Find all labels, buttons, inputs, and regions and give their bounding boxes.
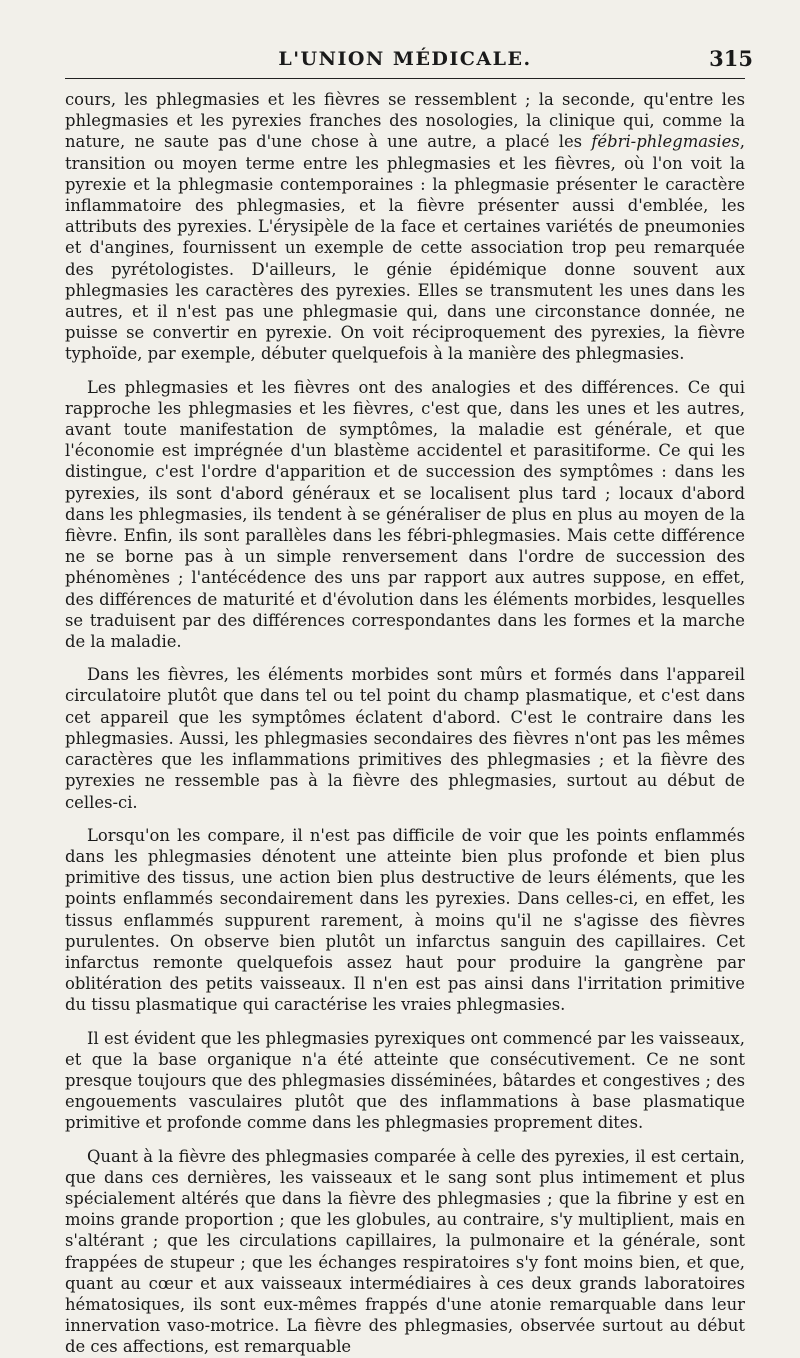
page-number: 315 — [709, 46, 753, 71]
emphasis-term: fébri-phlegmasies — [591, 132, 740, 152]
paragraph-2: Les phlegmasies et les fièvres ont des analogies et des différences. Ce qui rapproche les phlegmasies et les fièvres, c'est que, dans les unes et les autres, avant toute manifestation de symptômes, la maladie est générale, et que l'économie est imprégnée d'un blastème accidentel et parasitiforme. Ce qui les distingue, c'est l'ordre d'apparition et de succession des symptômes : dans les pyrexies, ils sont d'abord généraux et se localisent plus tard ; locaux d'abord dans les phlegmasies, ils tendent à se généraliser de plus en plus au moyen de la fièvre. Enfin, ils sont parallèles dans les fébri-phlegmasies. Mais cette différence ne se borne pas à un simple renversement dans l'ordre de succession des phénomènes ; l'antécédence des uns par rapport aux autres suppose, en effet, des différences de maturité et d'évolution dans les éléments morbides, lesquelles se traduisent par des différences correspondantes dans les formes et la marche de la maladie. — [65, 377, 745, 652]
paragraph-1-part-b: , transition ou moyen terme entre les phlegmasies et les fièvres, où l'on voit la pyrexie et la phlegmasie contemporaines : la phlegmasie présenter le caractère inflammatoire des phlegmasies, et la fièvre présenter aussi d'emblée, les attributs des pyrexies. L'érysipèle de la face et certaines variétés de pneumonies et d'angines, fournissent un exemple de cette association trop peu remarquée des pyrétologistes. D'ailleurs, le génie épidémique donne souvent aux phlegmasies les caractères des pyrexies. Elles se transmutent les unes dans les autres, et il n'est pas une phlegmasie qui, dans une circonstance donnée, ne puisse se convertir en pyrexie. On voit réciproquement des pyrexies, la fièvre typhoïde, par exemple, débuter quelquefois à la manière des phlegmasies. — [65, 132, 745, 364]
running-head — [65, 44, 753, 74]
paragraph-1-part-a: cours, les phlegmasies et les fièvres se ressemblent ; la seconde, qu'entre les phlegmasies et les pyrexies franches des nosologies, la clinique qui, comme la nature, ne saute pas d'une chose à une autre, a placé les — [65, 90, 745, 152]
body-text — [65, 89, 745, 1358]
paragraph-1 — [65, 89, 745, 365]
paragraph-3: Dans les fièvres, les éléments morbides sont mûrs et formés dans l'appareil circulatoire plutôt que dans tel ou tel point du champ plasmatique, et c'est dans cet appareil que les symptômes éclatent d'abord. C'est le contraire dans les phlegmasies. Aussi, les phlegmasies secondaires des fièvres n'ont pas les mêmes caractères que les inflammations primitives des phlegmasies ; et la fièvre des pyrexies ne ressemble pas à la fièvre des phlegmasies, surtout au début de celles-ci. — [65, 665, 745, 812]
paragraph-6: Quant à la fièvre des phlegmasies comparée à celle des pyrexies, il est certain, que dans ces dernières, les vaisseaux et le sang sont plus intimement et plus spécialement altérés que dans la fièvre des phlegmasies ; que la fibrine y est en moins grande proportion ; que les globules, au contraire, s'y multiplient, mais en s'altérant ; que les circulations capillaires, la pulmonaire et la générale, sont frappées de stupeur ; que les échanges respiratoires s'y font moins bien, et que, quant au cœur et aux vaisseaux intermédiaires à ces deux grands laboratoires hématosiques, ils sont eux-mêmes frappés d'une atonie remarquable dans leur innervation vaso-motrice. La fièvre des phlegmasies, observée surtout au début de ces affections, est remarquable — [65, 1146, 745, 1357]
header-rule — [65, 78, 745, 79]
paragraph-5: Il est évident que les phlegmasies pyrexiques ont commencé par les vaisseaux, et que la base organique n'a été atteinte que consécutivement. Ce ne sont presque toujours que des phlegmasies disséminées, bâtardes et congestives ; des engouements vasculaires plutôt que des inflammations à base plasmatique primitive et profonde comme dans les phlegmasies proprement dites. — [65, 1028, 745, 1133]
paragraph-4: Lorsqu'on les compare, il n'est pas difficile de voir que les points enflammés dans les phlegmasies dénotent une atteinte bien plus profonde et bien plus primitive des tissus, une action bien plus destructive de leurs éléments, que les points enflammés secondairement dans les pyrexies. Dans celles-ci, en effet, les tissus enflammés suppurent rarement, à moins qu'il ne s'agisse des fièvres purulentes. On observe bien plutôt un infarctus sanguin des capillaires. Cet infarctus remonte quelquefois assez haut pour produire la gangrène par oblitération des petits vaisseaux. Il n'en est pas ainsi dans l'irritation primitive du tissu plasmatique qui caractérise les vraies phlegmasies. — [65, 825, 745, 1015]
running-title: L'UNION MÉDICALE. — [278, 48, 532, 70]
